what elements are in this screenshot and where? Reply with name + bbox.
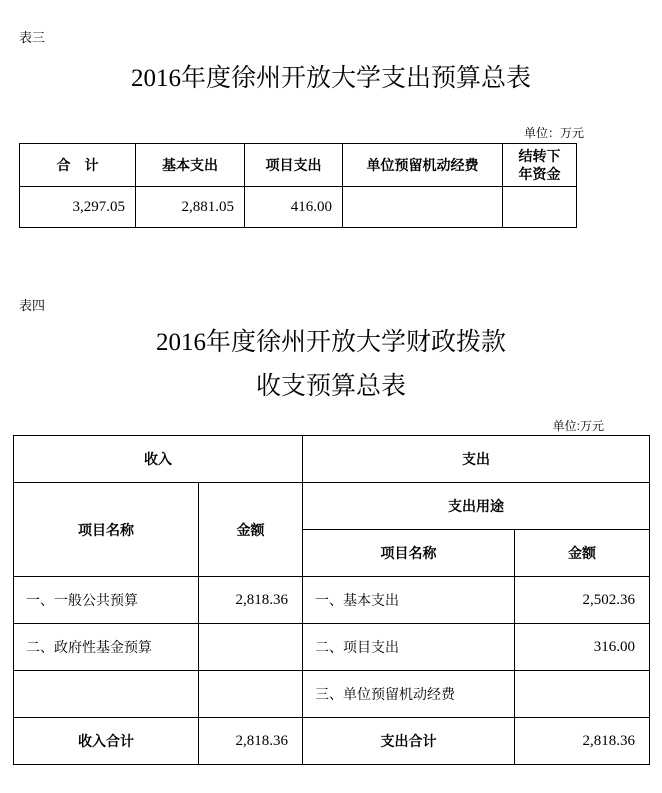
income-name-1: 二、政府性基金预算 [14,624,199,671]
group-header-expense-purpose: 支出用途 [303,483,650,530]
expense-amount-0: 2,502.36 [515,577,650,624]
col-header-reserved-fund: 单位预留机动经费 [343,144,503,187]
col-header-carryover-line1: 结转下 [518,148,561,164]
col-header-income-name: 项目名称 [14,483,199,577]
col-header-project-expenditure: 项目支出 [245,144,343,187]
expense-name-2: 三、单位预留机动经费 [303,671,515,718]
col-header-income-amount: 金额 [199,483,303,577]
income-amount-1 [199,624,303,671]
col-header-expense-amount: 金额 [515,530,650,577]
table-row-group-header [14,436,650,483]
section-title-4-line2: 收支预算总表 [255,373,406,400]
income-total-label: 收入合计 [14,718,199,765]
section-title-4-line1: 2016年度徐州开放大学财政拨款 [155,329,506,356]
col-header-carryover-line2: 年资金 [518,166,561,182]
table-row [14,624,650,671]
col-header-total: 合 计 [20,144,136,187]
group-header-income: 收入 [14,436,303,483]
section-unit-3: 单位：万元 [523,126,584,140]
value-carryover [503,187,577,228]
income-total-amount: 2,818.36 [199,718,303,765]
income-amount-0: 2,818.36 [199,577,303,624]
table-row-total [14,718,650,765]
table-row [20,187,577,228]
table-row-subgroup-header [14,483,650,530]
group-header-expense: 支出 [303,436,650,483]
income-name-0: 一、一般公共预算 [14,577,199,624]
expense-total-label: 支出合计 [303,718,515,765]
section-label-4: 表四 [19,298,46,313]
income-name-2 [14,671,199,718]
table-row [20,144,577,187]
value-basic-expenditure: 2,881.05 [136,187,245,228]
value-reserved-fund [343,187,503,228]
expense-name-0: 一、基本支出 [303,577,515,624]
table-row [14,671,650,718]
expense-total-amount: 2,818.36 [515,718,650,765]
col-header-carryover [503,144,577,187]
expenditure-budget-table [19,143,577,228]
col-header-expense-name: 项目名称 [303,530,515,577]
value-project-expenditure: 416.00 [245,187,343,228]
section-unit-4: 单位:万元 [552,419,604,433]
col-header-basic-expenditure: 基本支出 [136,144,245,187]
fiscal-appropriation-table [13,435,650,765]
expense-amount-2 [515,671,650,718]
table-row [14,577,650,624]
value-total: 3,297.05 [20,187,136,228]
section-label-3: 表三 [19,30,46,45]
expense-amount-1: 316.00 [515,624,650,671]
income-amount-2 [199,671,303,718]
section-title-3: 2016年度徐州开放大学支出预算总表 [130,65,531,92]
expense-name-1: 二、项目支出 [303,624,515,671]
